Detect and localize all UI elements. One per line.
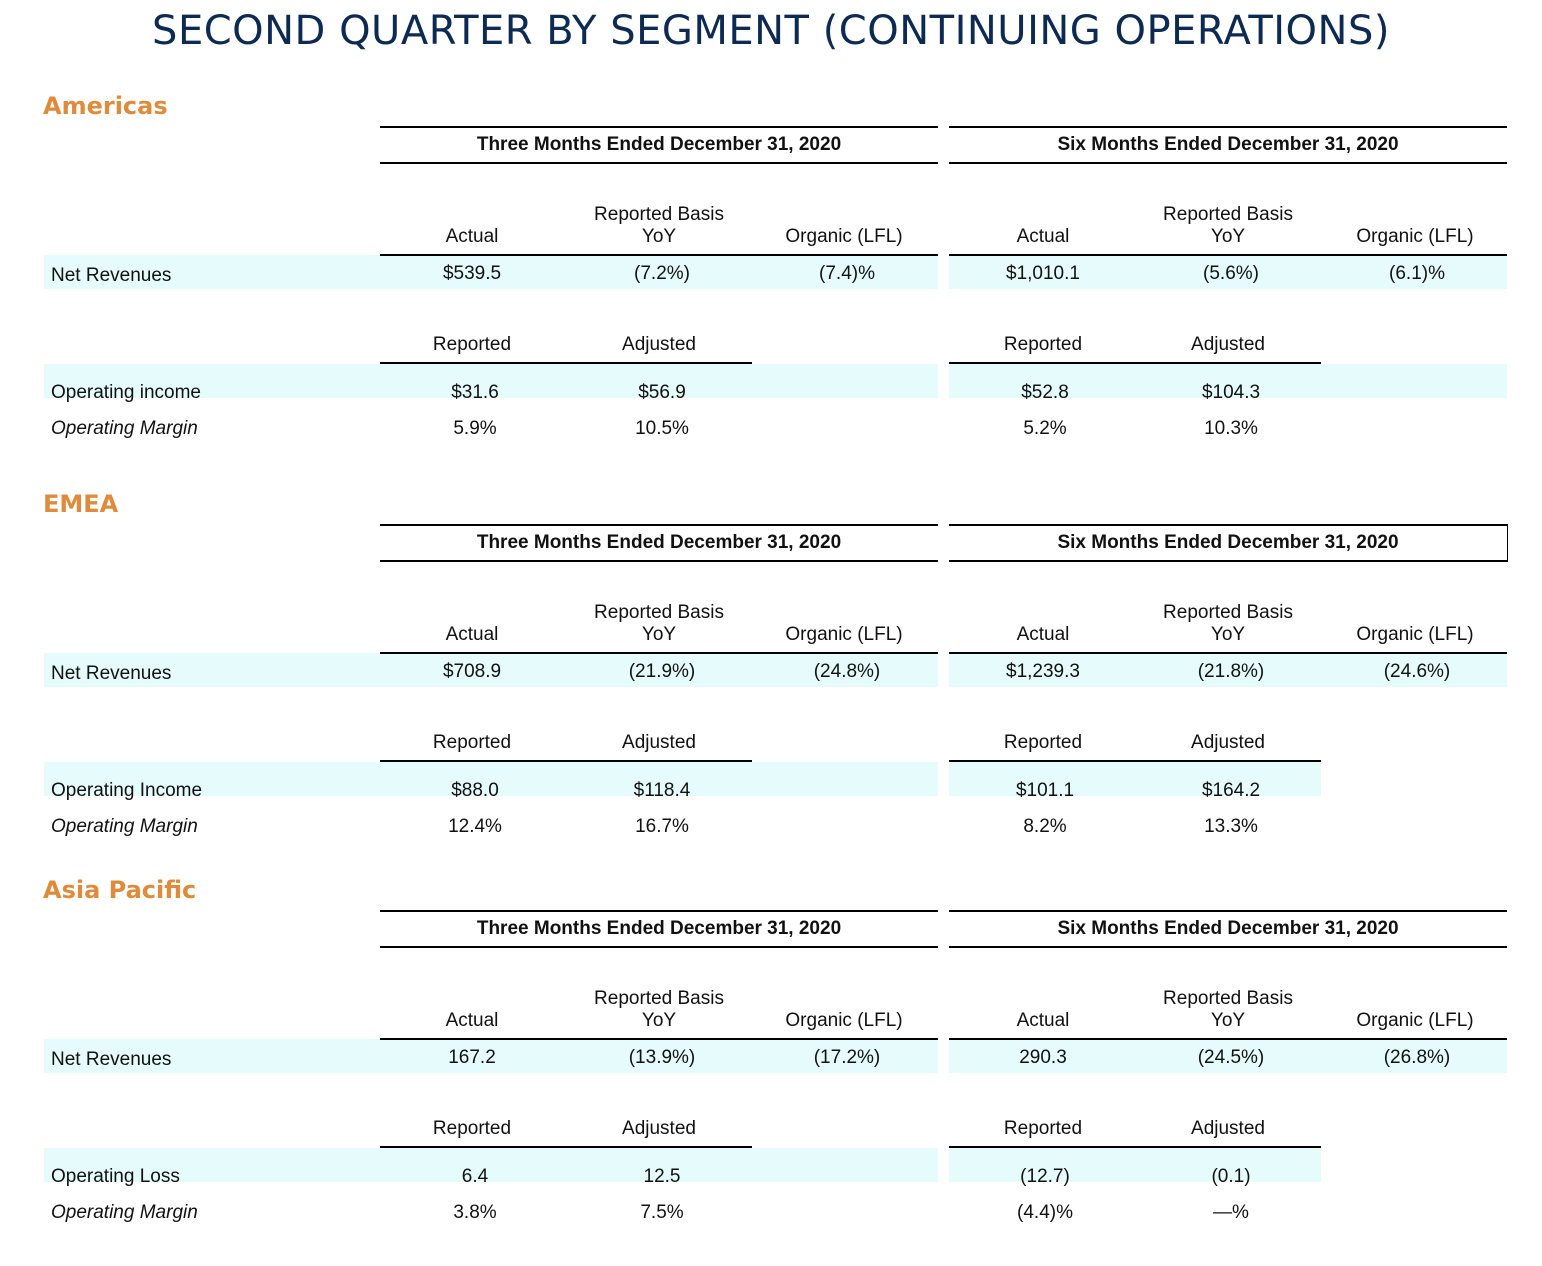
col-actual: Actual: [445, 1010, 499, 1031]
operating-h-reported: $101.1: [1015, 780, 1075, 801]
col-reported: Reported: [432, 334, 512, 355]
margin-label: Operating Margin: [51, 816, 198, 837]
rule: [949, 254, 1507, 256]
net-revenues-q-actual: $708.9: [442, 661, 502, 682]
three-months-header: Three Months Ended December 31, 2020: [380, 910, 938, 948]
three-months-header: Three Months Ended December 31, 2020: [380, 126, 938, 164]
net-revenues-label: Net Revenues: [51, 663, 172, 684]
net-revenues-h-actual: 290.3: [1019, 1047, 1067, 1068]
net-revenues-h-actual: $1,239.3: [1006, 661, 1080, 682]
six-months-header: Six Months Ended December 31, 2020: [949, 910, 1507, 948]
operating-q-reported: $88.0: [451, 780, 499, 801]
col-actual: Actual: [445, 624, 499, 645]
rule: [380, 1038, 938, 1040]
operating-h-adjusted: $164.2: [1201, 780, 1261, 801]
net-revenues-label: Net Revenues: [51, 1049, 172, 1070]
col-adjusted: Adjusted: [622, 334, 696, 355]
operating-h-adjusted: $104.3: [1201, 382, 1261, 403]
rule: [380, 652, 938, 654]
operating-label: Operating income: [51, 382, 201, 403]
net-revenues-label: Net Revenues: [51, 265, 172, 286]
col-reported: Reported: [1003, 732, 1083, 753]
col-adjusted: Adjusted: [1191, 1118, 1265, 1139]
net-revenues-q-organic: (7.4)%: [819, 263, 875, 284]
segment-title: EMEA: [43, 490, 119, 518]
col-reported-basis-yoy: Reported Basis YoY: [1163, 204, 1293, 247]
page-title: SECOND QUARTER BY SEGMENT (CONTINUING OPERATIONS): [152, 8, 1390, 54]
net-revenues-h-organic: (26.8%): [1383, 1047, 1451, 1068]
operating-q-reported: 6.4: [461, 1166, 489, 1187]
margin-h-reported: (4.4)%: [1017, 1202, 1073, 1223]
col-organic: Organic (LFL): [1356, 1010, 1474, 1031]
six-months-header: Six Months Ended December 31, 2020: [949, 524, 1508, 562]
margin-h-adjusted: —%: [1213, 1202, 1249, 1223]
net-revenues-h-yoy: (24.5%): [1197, 1047, 1265, 1068]
col-reported-basis-yoy: Reported Basis YoY: [594, 204, 724, 247]
operating-label: Operating Loss: [51, 1166, 180, 1187]
operating-h-reported: $52.8: [1021, 382, 1069, 403]
margin-q-adjusted: 7.5%: [640, 1202, 684, 1223]
margin-q-reported: 3.8%: [453, 1202, 497, 1223]
margin-h-reported: 8.2%: [1023, 816, 1067, 837]
operating-q-adjusted: $56.9: [638, 382, 686, 403]
col-organic: Organic (LFL): [1356, 624, 1474, 645]
segment-title: Asia Pacific: [43, 876, 197, 904]
col-reported-basis-yoy: Reported Basis YoY: [1163, 602, 1293, 645]
operating-h-adjusted: (0.1): [1211, 1166, 1251, 1187]
col-reported: Reported: [432, 1118, 512, 1139]
col-actual: Actual: [1016, 624, 1070, 645]
col-organic: Organic (LFL): [785, 226, 903, 247]
col-reported: Reported: [1003, 334, 1083, 355]
net-revenues-q-actual: $539.5: [442, 263, 502, 284]
net-revenues-q-yoy: (21.9%): [628, 661, 696, 682]
net-revenues-q-yoy: (7.2%): [634, 263, 690, 284]
col-reported-basis-yoy: Reported Basis YoY: [1163, 988, 1293, 1031]
rule: [949, 1038, 1507, 1040]
net-revenues-h-yoy: (21.8%): [1197, 661, 1265, 682]
col-reported: Reported: [432, 732, 512, 753]
col-adjusted: Adjusted: [1191, 334, 1265, 355]
margin-q-reported: 5.9%: [453, 418, 497, 439]
operating-q-adjusted: 12.5: [643, 1166, 681, 1187]
col-adjusted: Adjusted: [622, 1118, 696, 1139]
col-reported-basis-yoy: Reported Basis YoY: [594, 602, 724, 645]
net-revenues-h-actual: $1,010.1: [1006, 263, 1080, 284]
col-actual: Actual: [445, 226, 499, 247]
operating-q-reported: $31.6: [451, 382, 499, 403]
col-organic: Organic (LFL): [1356, 226, 1474, 247]
net-revenues-q-actual: 167.2: [448, 1047, 496, 1068]
col-organic: Organic (LFL): [785, 1010, 903, 1031]
col-adjusted: Adjusted: [622, 732, 696, 753]
segment-asia-pacific: [0, 876, 1542, 1266]
operating-h-reported: (12.7): [1020, 1166, 1070, 1187]
margin-q-reported: 12.4%: [448, 816, 502, 837]
segment-americas: [0, 92, 1542, 482]
net-revenues-q-yoy: (13.9%): [628, 1047, 696, 1068]
col-reported: Reported: [1003, 1118, 1083, 1139]
margin-label: Operating Margin: [51, 418, 198, 439]
col-actual: Actual: [1016, 226, 1070, 247]
col-actual: Actual: [1016, 1010, 1070, 1031]
rule: [949, 652, 1507, 654]
margin-h-adjusted: 13.3%: [1204, 816, 1258, 837]
col-adjusted: Adjusted: [1191, 732, 1265, 753]
net-revenues-h-organic: (6.1)%: [1389, 263, 1445, 284]
operating-label: Operating Income: [51, 780, 203, 801]
segment-emea: [0, 490, 1542, 880]
net-revenues-h-organic: (24.6%): [1383, 661, 1451, 682]
col-reported-basis-yoy: Reported Basis YoY: [594, 988, 724, 1031]
col-organic: Organic (LFL): [785, 624, 903, 645]
margin-label: Operating Margin: [51, 1202, 198, 1223]
operating-q-adjusted: $118.4: [633, 780, 691, 801]
net-revenues-q-organic: (17.2%): [813, 1047, 881, 1068]
margin-q-adjusted: 16.7%: [635, 816, 689, 837]
net-revenues-h-yoy: (5.6%): [1203, 263, 1259, 284]
margin-h-reported: 5.2%: [1023, 418, 1067, 439]
margin-h-adjusted: 10.3%: [1204, 418, 1258, 439]
six-months-header: Six Months Ended December 31, 2020: [949, 126, 1507, 164]
three-months-header: Three Months Ended December 31, 2020: [380, 524, 938, 562]
segment-title: Americas: [43, 92, 168, 120]
margin-q-adjusted: 10.5%: [635, 418, 689, 439]
rule: [380, 254, 938, 256]
net-revenues-q-organic: (24.8%): [813, 661, 881, 682]
